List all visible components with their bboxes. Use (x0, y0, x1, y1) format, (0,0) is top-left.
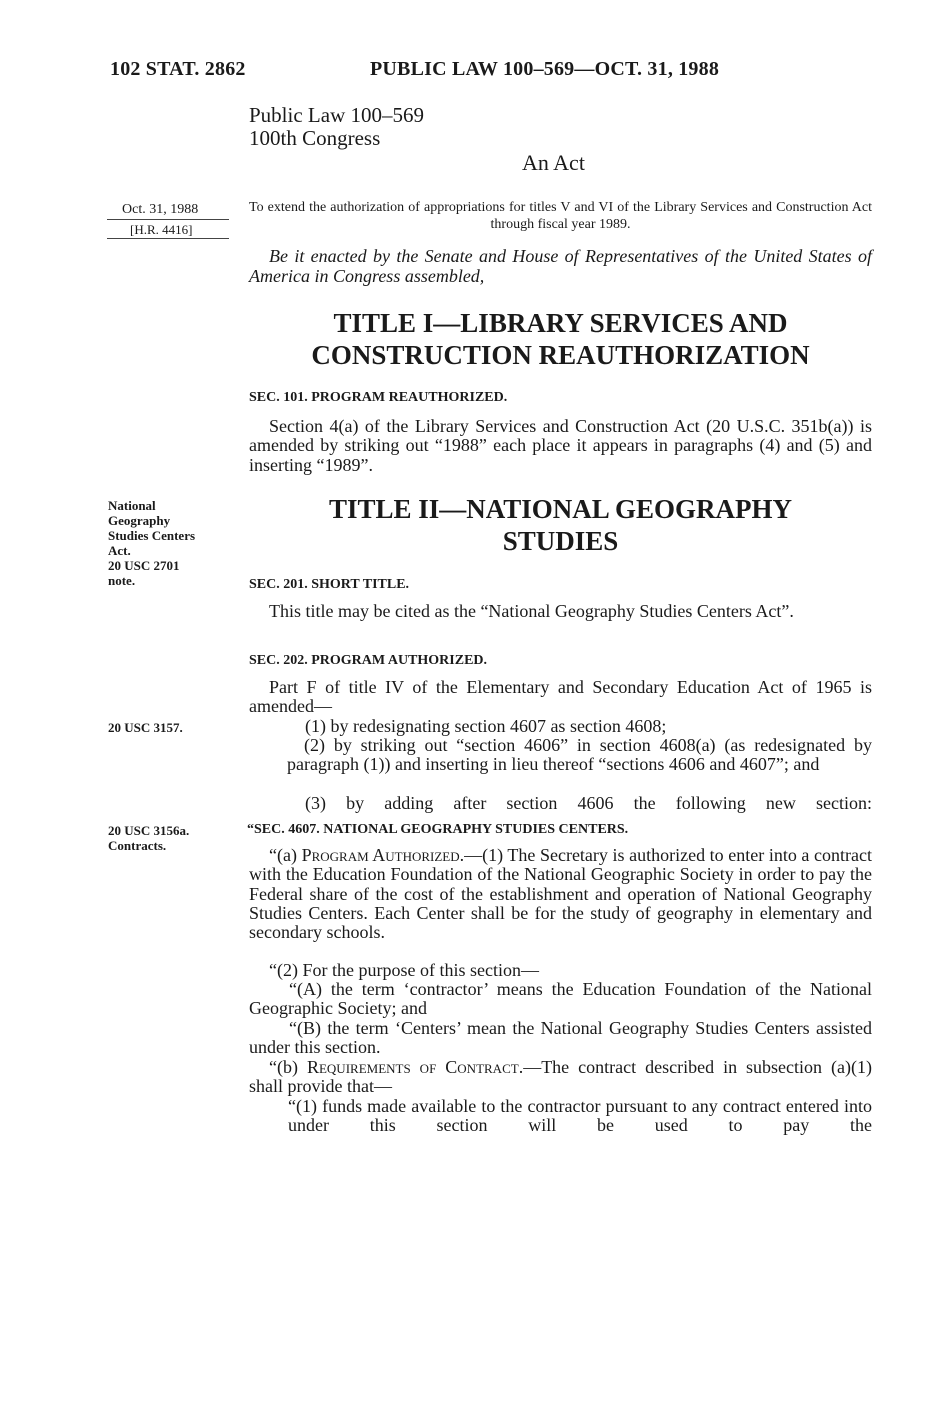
subsec-a-caption: Program Authorized (301, 845, 460, 865)
margin-note-line: Act. (108, 543, 131, 558)
running-title: PUBLIC LAW 100–569—OCT. 31, 1988 (370, 58, 720, 80)
margin-note-3157: 20 USC 3157. (108, 720, 183, 735)
sec202-item2-text: (2) by striking out “section 4606” in section 4608(a) (as redesignated by paragraph (1)) and inserting in lieu thereof “sections 4606 and 4607”; and (287, 735, 872, 775)
margin-note-line: Geography (108, 513, 171, 528)
subsec-a2A: “(A) the term ‘contractor’ means the Education Foundation of the National Geographic Society; and (249, 979, 872, 1019)
margin-note-line: Contracts. (108, 838, 167, 853)
margin-note-line: 20 USC 2701 (108, 558, 180, 573)
sec202-item3: (3) by adding after section 4606 the following new section: (305, 793, 872, 813)
subsec-a2: “(2) For the purpose of this section— (269, 960, 539, 980)
title1-heading (249, 307, 872, 371)
sec201-heading: SEC. 201. SHORT TITLE. (249, 577, 410, 592)
subsec-a-open: “(a) (269, 845, 302, 865)
subsec-b (249, 1058, 872, 1097)
margin-date: Oct. 31, 1988 (122, 202, 199, 217)
margin-bill-number: [H.R. 4416] (130, 222, 193, 237)
margin-divider (107, 219, 229, 220)
margin-divider-bottom (107, 238, 229, 239)
sec4607-heading: “SEC. 4607. NATIONAL GEOGRAPHY STUDIES CENTERS. (247, 822, 629, 837)
subsec-a (249, 846, 872, 942)
sec201-text: This title may be cited as the “National Geography Studies Centers Act”. (269, 601, 794, 621)
title1-heading-line2: CONSTRUCTION REAUTHORIZATION (311, 340, 810, 370)
sec202-heading: SEC. 202. PROGRAM AUTHORIZED. (249, 653, 488, 668)
margin-note-short-title (108, 498, 195, 588)
sec202-item2 (287, 736, 872, 775)
title2-heading (249, 493, 872, 557)
subsec-b1: “(1) funds made available to the contractor pursuant to any contract entered into under this section will be used to pay the (288, 1096, 872, 1136)
subsec-a2B: “(B) the term ‘Centers’ mean the National Geography Studies Centers assisted under this section. (249, 1018, 872, 1058)
title2-heading-line2: STUDIES (502, 526, 619, 556)
public-law-number: Public Law 100–569 (249, 103, 424, 127)
subsec-b-caption: Requirements of Contract (306, 1057, 519, 1077)
enacting-clause: Be it enacted by the Senate and House of Representatives of the United States of America in Congress assembled, (249, 246, 872, 286)
sec101-text: Section 4(a) of the Library Services and Construction Act (20 U.S.C. 351b(a)) is amended by striking out “1988” each place it appears in paragraphs (4) and (5) and inserting “1989”. (249, 416, 872, 475)
subsec-b-open: “(b) (269, 1057, 307, 1077)
subsec-b-text: .—The contract described in subsection (a)(1) shall provide that— (249, 1057, 872, 1097)
an-act-heading: An Act (522, 150, 585, 175)
margin-note-line: 20 USC 3156a. (108, 823, 190, 838)
margin-note-line: National (108, 498, 156, 513)
sec202-intro: Part F of title IV of the Elementary and Secondary Education Act of 1965 is amended— (249, 677, 872, 717)
margin-note-3156a (108, 823, 189, 853)
margin-note-line: Studies Centers (108, 528, 196, 543)
subsec-a-text: .—(1) The Secretary is authorized to enter into a contract with the Education Foundation of the National Geographic Society in order to pay the Federal share of the cost of the establishment and operation of National Geography Studies Centers. Each Center shall be for the study of geography in elementary and secondary schools. (249, 845, 872, 943)
sec101-heading: SEC. 101. PROGRAM REAUTHORIZED. (249, 390, 508, 405)
sec202-item1: (1) by redesignating section 4607 as section 4608; (305, 716, 667, 736)
stat-citation: 102 STAT. 2862 (110, 58, 246, 80)
purpose-clause: To extend the authorization of appropriations for titles V and VI of the Library Services and Construction Act through fiscal year 1989. (249, 200, 872, 232)
title1-heading-line1: TITLE I—LIBRARY SERVICES AND (333, 308, 788, 338)
congress-number: 100th Congress (249, 126, 381, 150)
title2-heading-line1: TITLE II—NATIONAL GEOGRAPHY (328, 494, 793, 524)
margin-note-line: note. (108, 573, 136, 588)
